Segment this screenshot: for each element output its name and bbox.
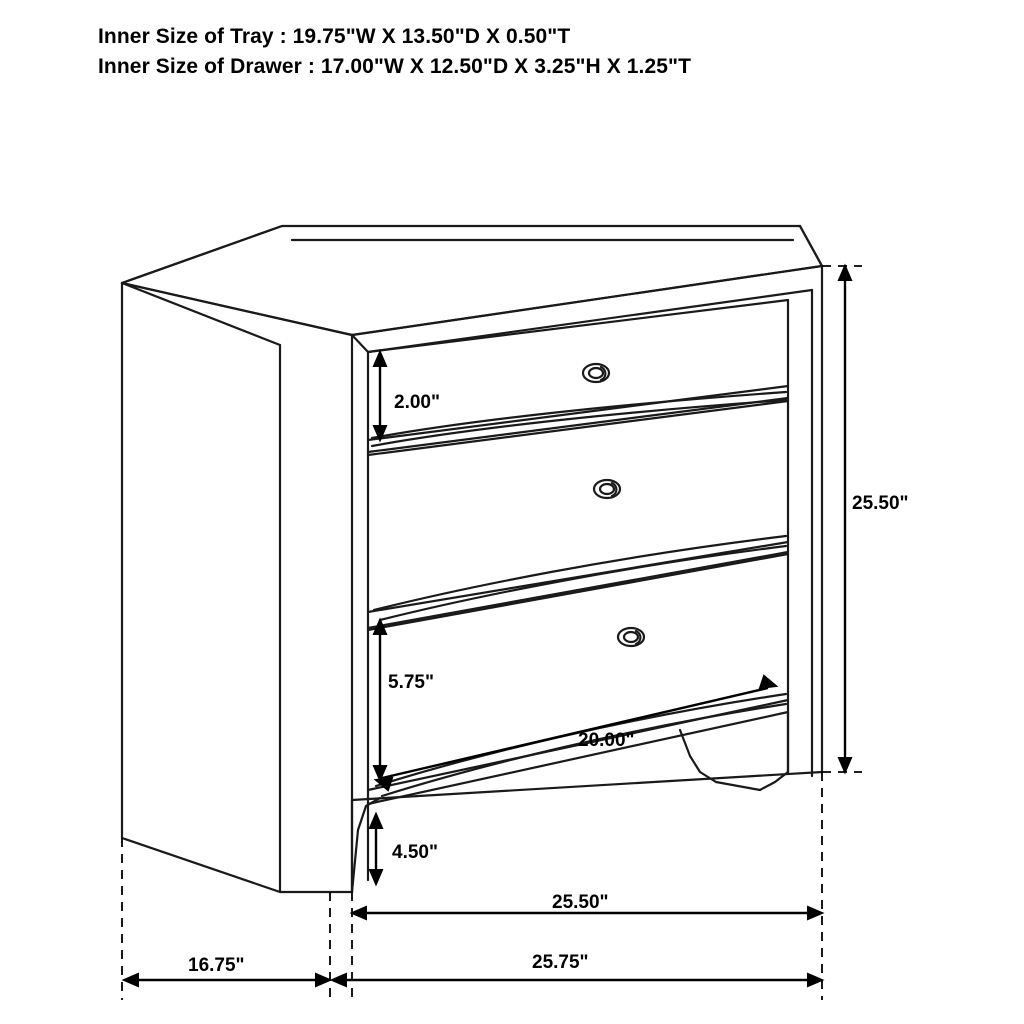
dim-20in (376, 676, 776, 790)
witness-lines (122, 266, 862, 1000)
dim-2in (374, 352, 386, 440)
dim-2550-height (839, 266, 851, 772)
header-notes (98, 22, 691, 82)
label-top-drawer-height: 2.00" (394, 392, 440, 413)
front-right-post (788, 290, 812, 776)
label-front-width: 25.50" (552, 892, 609, 913)
label-side-depth: 16.75" (188, 955, 245, 976)
dimension-lines (122, 266, 862, 1000)
dim-450in (370, 814, 382, 884)
label-overall-height: 25.50" (852, 493, 909, 514)
label-overall-width: 25.75" (532, 952, 589, 973)
drawer-size-note: Inner Size of Drawer : 17.00"W X 12.50"D X 3.25"H X 1.25"T (98, 55, 692, 78)
left-side-panel (122, 283, 352, 892)
dim-575in (374, 620, 386, 780)
dim-2575 (332, 974, 822, 986)
label-drawer-width: 20.00" (578, 730, 635, 751)
tray-size-note: Inner Size of Tray : 19.75"W X 13.50"D X 0.50"T (98, 25, 571, 48)
legs (352, 712, 788, 892)
drawer-middle (368, 401, 788, 628)
drawer-knob-top (583, 364, 609, 382)
label-bottom-drawer-height: 5.75" (388, 672, 434, 693)
drawer-knob-middle (594, 480, 620, 498)
front-face (352, 266, 822, 892)
label-leg-clearance: 4.50" (392, 842, 438, 863)
drawer-knob-bottom (618, 628, 644, 646)
